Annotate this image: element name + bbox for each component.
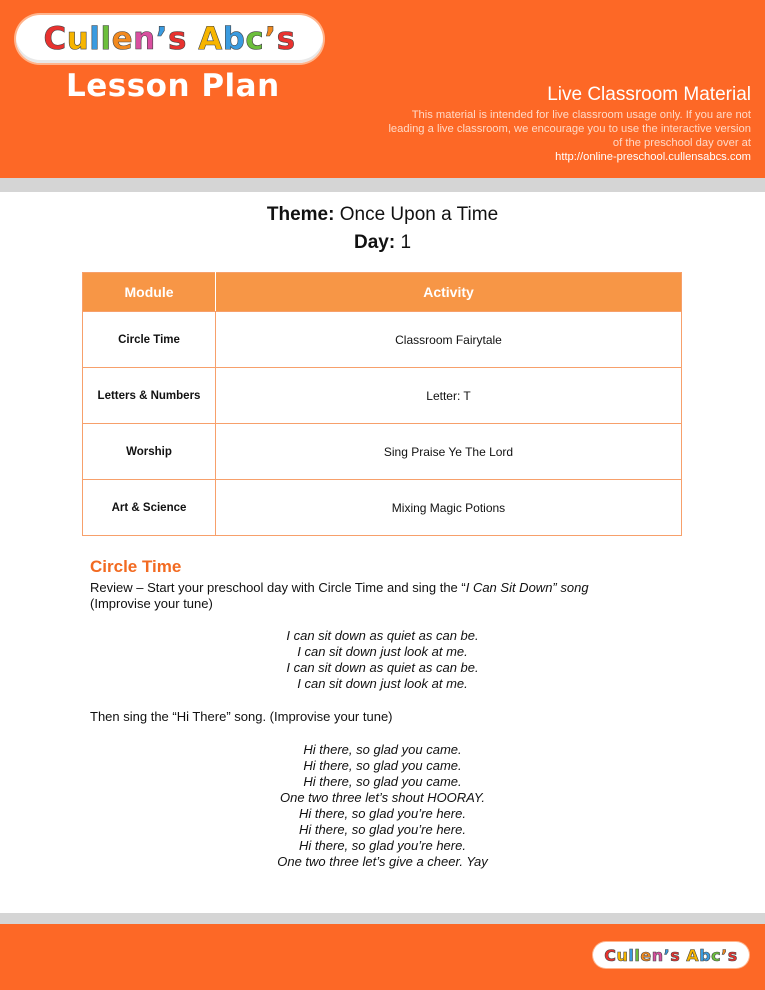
logo-letter: s [670,945,681,965]
page-title: Lesson Plan [66,68,280,104]
intro-paragraph [90,580,589,612]
activity-cell: Classroom Fairytale [216,312,682,368]
logo-letter: n [133,21,156,57]
header-divider [0,178,765,192]
logo-letter: s [167,21,187,57]
footer-logo-wordmark [604,946,737,965]
header-banner [0,0,765,178]
live-classroom-title: Live Classroom Material [547,84,751,105]
logo-letter: u [66,21,90,57]
day-label: Day: [353,232,396,253]
logo-letter: b [699,945,712,965]
logo-letter: b [222,21,246,57]
logo-letter: ’ [721,945,728,965]
footer-divider [0,913,765,924]
module-cell: Circle Time [83,312,216,368]
table-row [83,368,682,424]
theme-value: Once Upon a Time [339,204,499,225]
intro-tune-note: (Improvise your tune) [90,596,213,611]
logo-letter: s [727,945,738,965]
theme-line [0,204,765,226]
intro-text: Review – Start your preschool day with Circle Time and sing the “ [90,580,466,595]
footer-logo[interactable] [593,942,749,968]
logo-letter: C [43,21,67,57]
verse-line: One two three let’s give a cheer. Yay [277,854,488,869]
activity-cell: Letter: T [216,368,682,424]
theme-label: Theme: [266,204,335,225]
verse-line: I can sit down just look at me. [297,644,468,659]
logo-letter: e [640,945,652,965]
verse-line: I can sit down as quiet as can be. [286,660,479,675]
verse-line: Hi there, so glad you came. [303,742,462,757]
table-header-row [83,273,682,312]
logo-letter: l [100,21,112,57]
then-sing-line: Then sing the “Hi There” song. (Improvise your tune) [90,709,393,724]
activity-cell: Sing Praise Ye The Lord [216,424,682,480]
verse-hi-there [0,742,765,870]
logo-letter: ’ [264,21,277,57]
logo-letter: e [111,21,134,57]
logo-letter: l [634,945,641,965]
table-row [83,312,682,368]
logo-letter: s [276,21,296,57]
verse-line: Hi there, so glad you came. [303,758,462,773]
schedule-table [82,272,682,536]
logo-letter: ’ [663,945,671,965]
logo-letter: n [651,945,664,965]
verse-line: One two three let’s shout HOORAY. [280,790,485,805]
verse-line: Hi there, so glad you’re here. [299,806,466,821]
verse-line: I can sit down as quiet as can be. [286,628,479,643]
logo-letter: c [711,945,722,965]
table-row [83,480,682,536]
column-header-module: Module [83,273,216,312]
verse-sit-down [0,628,765,692]
verse-line: I can sit down just look at me. [297,676,468,691]
song-title: I Can Sit Down” song [465,580,589,595]
logo-letter: C [604,945,617,965]
day-line [0,232,765,254]
module-cell: Worship [83,424,216,480]
logo-letter: l [89,21,101,57]
verse-line: Hi there, so glad you’re here. [299,822,466,837]
logo-letter: A [198,21,223,57]
column-header-activity: Activity [216,273,682,312]
logo-letter: l [628,945,635,965]
verse-line: Hi there, so glad you’re here. [299,838,466,853]
verse-line: Hi there, so glad you came. [303,774,462,789]
logo-letter: ’ [155,21,168,57]
live-classroom-notice [381,108,751,164]
section-title-circle-time: Circle Time [90,557,182,576]
preschool-url-link[interactable]: http://online-preschool.cullensabcs.com [555,151,751,163]
logo-wordmark [43,21,295,57]
cullens-abcs-logo[interactable] [16,15,323,63]
day-value: 1 [400,232,412,253]
table-row [83,424,682,480]
notice-text: This material is intended for live classroom usage only. If you are not leading a live classroom, we encourage you to use the interactive version of the preschool day over at [388,109,751,149]
logo-letter: u [616,945,629,965]
module-cell: Art & Science [83,480,216,536]
logo-letter [187,21,198,57]
module-cell: Letters & Numbers [83,368,216,424]
activity-cell: Mixing Magic Potions [216,480,682,536]
logo-letter: A [686,945,700,965]
logo-letter: c [245,21,265,57]
